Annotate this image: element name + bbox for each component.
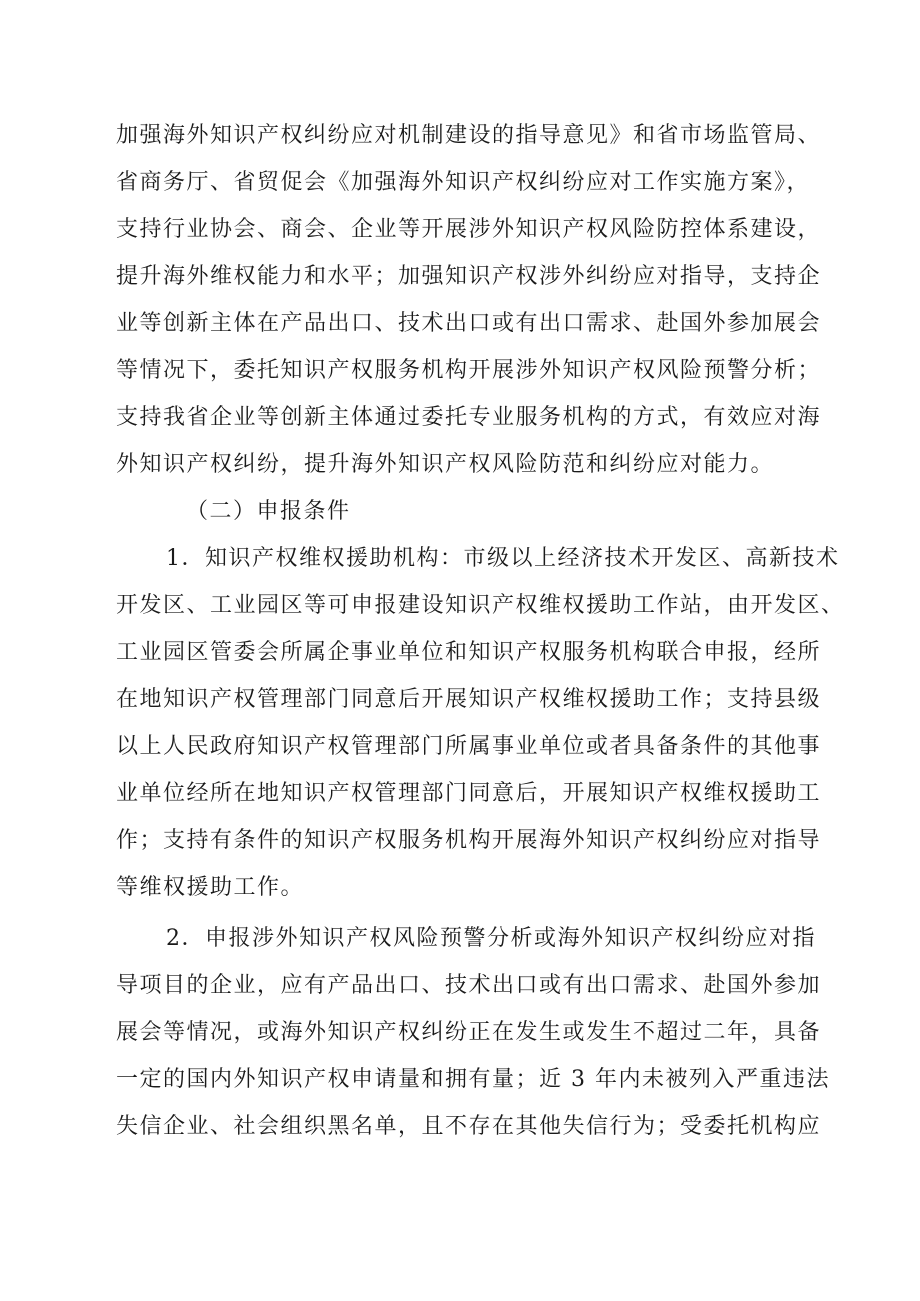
text-line: 业等创新主体在产品出口、技术出口或有出口需求、赴国外参加展会 xyxy=(116,311,822,336)
document-page xyxy=(116,112,845,1150)
text-line: 开发区、工业园区等可申报建设知识产权维权援助工作站，由开发区、 xyxy=(116,593,845,618)
section-heading xyxy=(116,488,830,535)
item-1 xyxy=(116,535,845,911)
text-line: 失信企业、社会组织黑名单，且不存在其他失信行为；受委托机构应 xyxy=(116,1114,822,1139)
paragraph-1 xyxy=(116,112,830,488)
text-line: 等情况下，委托知识产权服务机构开展涉外知识产权风险预警分析； xyxy=(116,358,822,383)
text-line: 工业园区管委会所属企事业单位和知识产权服务机构联合申报，经所 xyxy=(116,640,822,665)
text-line: 支持我省企业等创新主体通过委托专业服务机构的方式，有效应对海 xyxy=(116,405,822,430)
section-heading-text: （二）申报条件 xyxy=(186,499,351,524)
text-line: 导项目的企业，应有产品出口、技术出口或有出口需求、赴国外参加 xyxy=(116,973,822,998)
text-line: 2．申报涉外知识产权风险预警分析或海外知识产权纠纷应对指 xyxy=(166,926,816,951)
text-line: 省商务厅、省贸促会《加强海外知识产权纠纷应对工作实施方案》， xyxy=(116,170,811,195)
text-line: 业单位经所在地知识产权管理部门同意后，开展知识产权维权援助工 xyxy=(116,781,822,806)
text-line: 以上人民政府知识产权管理部门所属事业单位或者具备条件的其他事 xyxy=(116,734,822,759)
text-line: 提升海外维权能力和水平；加强知识产权涉外纠纷应对指导，支持企 xyxy=(116,264,822,289)
text-line: 外知识产权纠纷，提升海外知识产权风险防范和纠纷应对能力。 xyxy=(116,452,775,477)
text-line: 作；支持有条件的知识产权服务机构开展海外知识产权纠纷应对指导 xyxy=(116,828,822,853)
item-2 xyxy=(116,915,830,1150)
text-line: 加强海外知识产权纠纷应对机制建设的指导意见》和省市场监管局、 xyxy=(116,123,822,148)
text-line: 1．知识产权维权援助机构：市级以上经济技术开发区、高新技术 xyxy=(166,546,840,571)
text-line: 等维权援助工作。 xyxy=(116,875,305,900)
text-line: 一定的国内外知识产权申请量和拥有量；近 3 年内未被列入严重违法 xyxy=(116,1067,830,1092)
text-line: 在地知识产权管理部门同意后开展知识产权维权援助工作；支持县级 xyxy=(116,687,822,712)
text-line: 支持行业协会、商会、企业等开展涉外知识产权风险防控体系建设， xyxy=(116,217,822,242)
text-line: 展会等情况，或海外知识产权纠纷正在发生或发生不超过二年，具备 xyxy=(116,1020,822,1045)
